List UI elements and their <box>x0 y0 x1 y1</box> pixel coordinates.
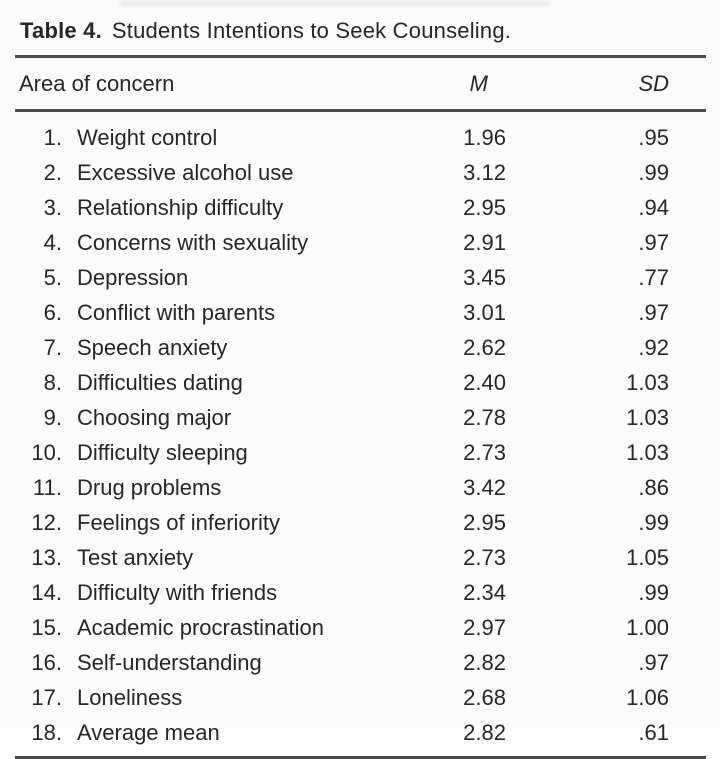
row-mean-value: 2.73 <box>463 544 506 570</box>
row-mean-value: 3.42 <box>463 474 506 500</box>
table-caption-text: Students Intentions to Seek Counseling. <box>111 18 512 43</box>
row-mean-value: 2.68 <box>463 684 506 710</box>
row-mean-value: 2.97 <box>463 614 506 640</box>
table-caption-label: Table 4. <box>20 18 102 43</box>
table-row <box>15 330 706 365</box>
row-sd-value: .77 <box>638 264 669 290</box>
table-row <box>15 470 706 505</box>
row-label: Loneliness <box>77 684 183 710</box>
row-label: Difficulty sleeping <box>77 439 248 465</box>
row-mean-value: 2.78 <box>463 404 506 430</box>
table-row <box>15 365 706 400</box>
table-row <box>15 435 706 470</box>
row-mean-value: 2.91 <box>463 229 506 255</box>
table-row <box>15 400 706 435</box>
table-row <box>15 155 706 190</box>
row-number: 9. <box>43 404 62 430</box>
row-mean-value: 3.01 <box>463 299 506 325</box>
row-label: Concerns with sexuality <box>77 229 309 255</box>
row-label: Speech anxiety <box>77 334 228 360</box>
row-number: 13. <box>31 544 62 570</box>
row-mean-value: 2.82 <box>398 715 516 758</box>
row-label: Depression <box>77 264 189 290</box>
table-caption <box>20 18 706 44</box>
row-mean-value: 2.40 <box>463 369 506 395</box>
row-sd-value: 1.00 <box>626 614 669 640</box>
table-row <box>15 610 706 645</box>
row-mean-value: 2.34 <box>463 579 506 605</box>
row-number: 7. <box>43 334 62 360</box>
row-sd-value: .99 <box>638 579 669 605</box>
row-label: Conflict with parents <box>77 299 276 325</box>
row-mean-value: 3.45 <box>463 264 506 290</box>
table-row <box>15 260 706 295</box>
row-sd-value: .97 <box>638 229 669 255</box>
counseling-intentions-table <box>15 55 706 759</box>
row-label: Feelings of inferiority <box>77 509 280 535</box>
row-number: 8. <box>43 369 62 395</box>
row-number: 15. <box>31 614 62 640</box>
row-number: 12. <box>31 509 62 535</box>
row-sd-value: 1.03 <box>626 404 669 430</box>
row-number: 3. <box>43 194 62 220</box>
row-number: 14. <box>31 579 62 605</box>
row-number: 17. <box>31 684 62 710</box>
row-mean-value: 2.95 <box>463 194 506 220</box>
scan-edge-artifact <box>120 1 550 6</box>
row-sd-value: .99 <box>638 509 669 535</box>
row-label: Self-understanding <box>77 649 262 675</box>
row-sd-value: 1.05 <box>626 544 669 570</box>
row-number: 1. <box>43 124 62 150</box>
row-number: 11. <box>33 474 62 500</box>
row-label: Excessive alcohol use <box>77 159 294 185</box>
row-mean-value: 2.62 <box>463 334 506 360</box>
row-number: 6. <box>43 299 62 325</box>
table-row <box>15 190 706 225</box>
row-sd-value: 1.03 <box>626 369 669 395</box>
column-header-area-of-concern: Area of concern <box>15 57 398 111</box>
column-header-mean: M <box>398 57 516 111</box>
table-row <box>15 295 706 330</box>
row-sd-value: .92 <box>638 334 669 360</box>
table-row <box>15 505 706 540</box>
table-body <box>15 111 706 758</box>
table-row <box>15 715 706 758</box>
row-number: 4. <box>43 229 62 255</box>
row-label: Test anxiety <box>77 544 194 570</box>
row-mean-value: 2.95 <box>463 509 506 535</box>
row-label: Difficulty with friends <box>77 579 278 605</box>
table-row <box>15 680 706 715</box>
row-sd-value: .94 <box>638 194 669 220</box>
row-number: 5. <box>43 264 62 290</box>
table-row <box>15 540 706 575</box>
row-number: 10. <box>31 439 62 465</box>
row-sd-value: .97 <box>638 649 669 675</box>
row-label: Weight control <box>77 124 218 150</box>
row-sd-value: .99 <box>638 159 669 185</box>
row-sd-value: 1.06 <box>626 684 669 710</box>
table-header-row <box>15 57 706 111</box>
row-label: Academic procrastination <box>77 614 325 640</box>
row-label: Drug problems <box>77 474 222 500</box>
row-number: 2. <box>43 159 62 185</box>
row-number: 16. <box>31 649 62 675</box>
table-row <box>15 225 706 260</box>
table-row <box>15 645 706 680</box>
row-label: Choosing major <box>77 404 232 430</box>
column-header-sd: SD <box>516 57 706 111</box>
table-row <box>15 575 706 610</box>
row-sd-value: 1.03 <box>626 439 669 465</box>
row-number: 18. <box>15 715 63 758</box>
row-label: Difficulties dating <box>77 369 243 395</box>
row-mean-value: 1.96 <box>463 124 506 150</box>
row-sd-value: .97 <box>638 299 669 325</box>
row-mean-value: 3.12 <box>463 159 506 185</box>
row-label: Average mean <box>63 715 398 758</box>
row-sd-value: .86 <box>638 474 669 500</box>
row-mean-value: 2.82 <box>463 649 506 675</box>
row-mean-value: 2.73 <box>463 439 506 465</box>
row-sd-value: .61 <box>516 715 706 758</box>
table-row <box>15 111 706 156</box>
row-label: Relationship difficulty <box>77 194 284 220</box>
row-sd-value: .95 <box>638 124 669 150</box>
